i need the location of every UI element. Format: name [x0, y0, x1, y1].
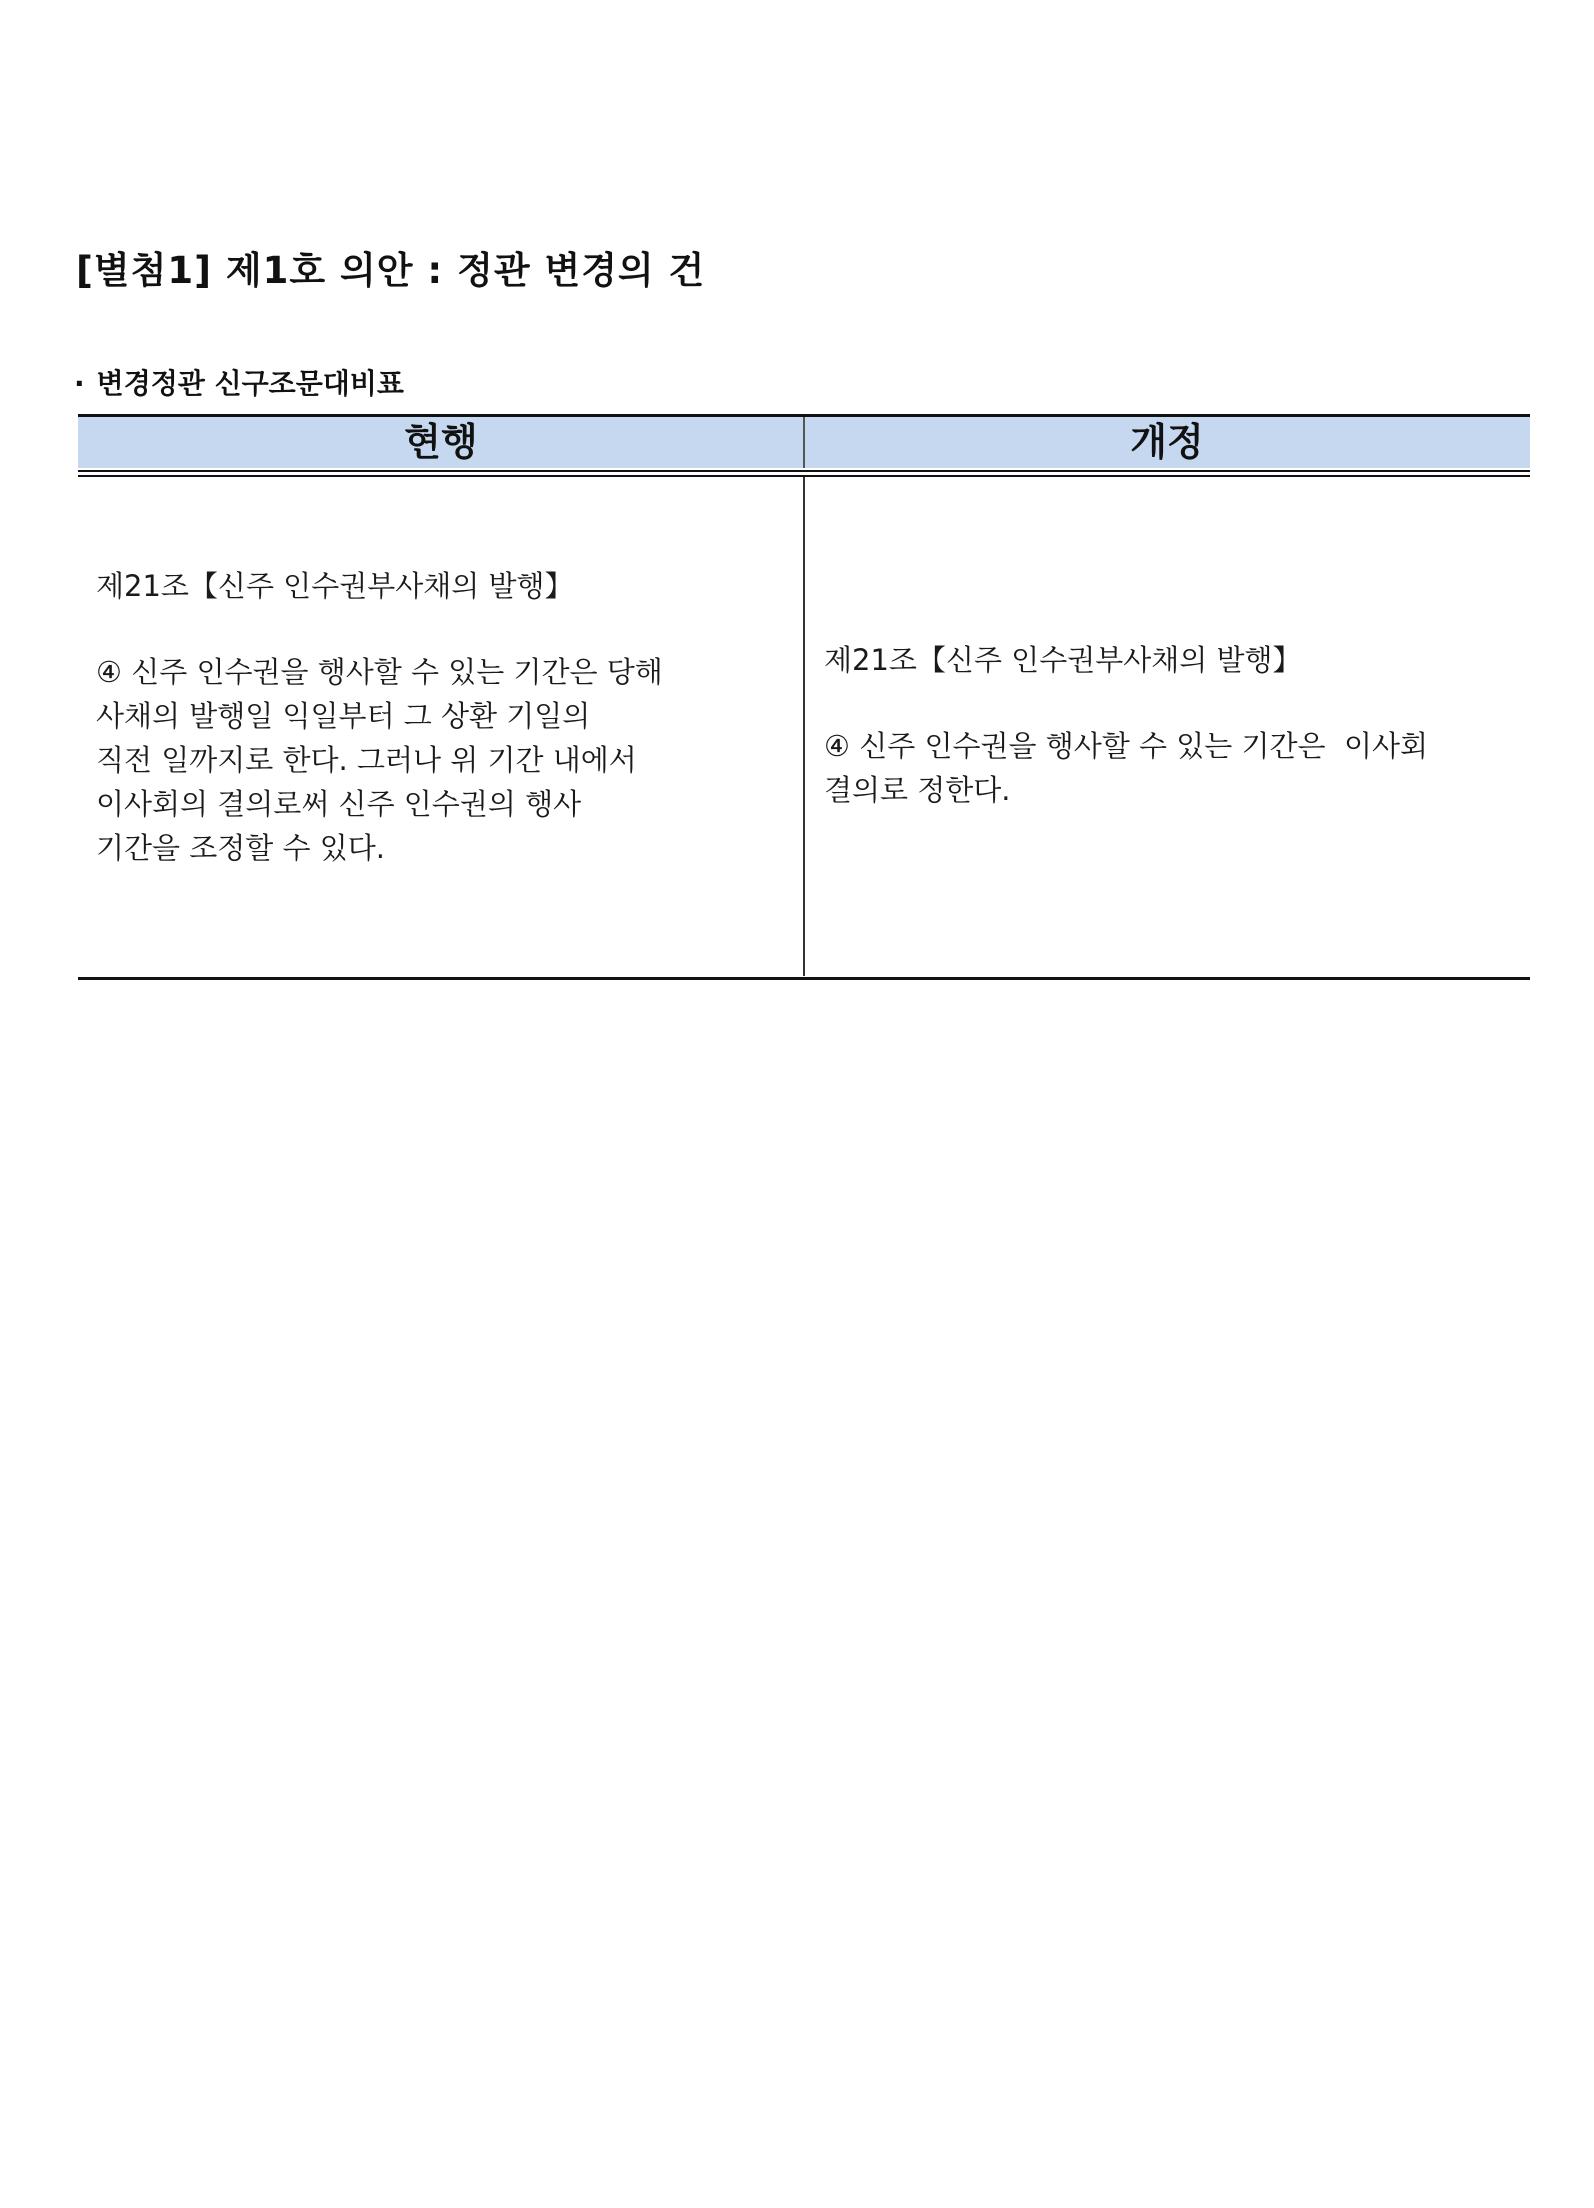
header-double-rule-upper [78, 470, 1530, 472]
current-clause-line: 기간을 조정할 수 있다. [96, 831, 385, 865]
current-clause-line: ④ 신주 인수권을 행사할 수 있는 기간은 당해 [96, 655, 663, 689]
section-heading-text: 변경정관 신구조문대비표 [96, 367, 404, 400]
page-title: [별첨1] 제1호 의안 : 정관 변경의 건 [76, 249, 706, 292]
section-heading [74, 362, 404, 402]
current-clause-line: 이사회의 결의로써 신주 인수권의 행사 [96, 787, 582, 821]
column-divider [803, 477, 805, 976]
revised-clause-line: 결의로 정한다. [824, 773, 1011, 807]
bullet-marker: · [74, 367, 85, 400]
revised-article-title: 제21조【신주 인수권부사채의 발행】 [824, 643, 1302, 677]
current-article-title: 제21조【신주 인수권부사채의 발행】 [96, 569, 574, 603]
current-clause-line: 사채의 발행일 익일부터 그 상환 기일의 [96, 699, 591, 733]
table-bottom-rule [78, 977, 1530, 980]
header-current: 현행 [404, 420, 478, 464]
table-header-row [78, 417, 1530, 468]
comparison-table [78, 414, 1530, 982]
revised-clause-line: ④ 신주 인수권을 행사할 수 있는 기간은 이사회 [824, 729, 1428, 763]
current-clause-line: 직전 일까지로 한다. 그러나 위 기간 내에서 [96, 743, 637, 777]
header-revised: 개정 [1130, 420, 1204, 464]
